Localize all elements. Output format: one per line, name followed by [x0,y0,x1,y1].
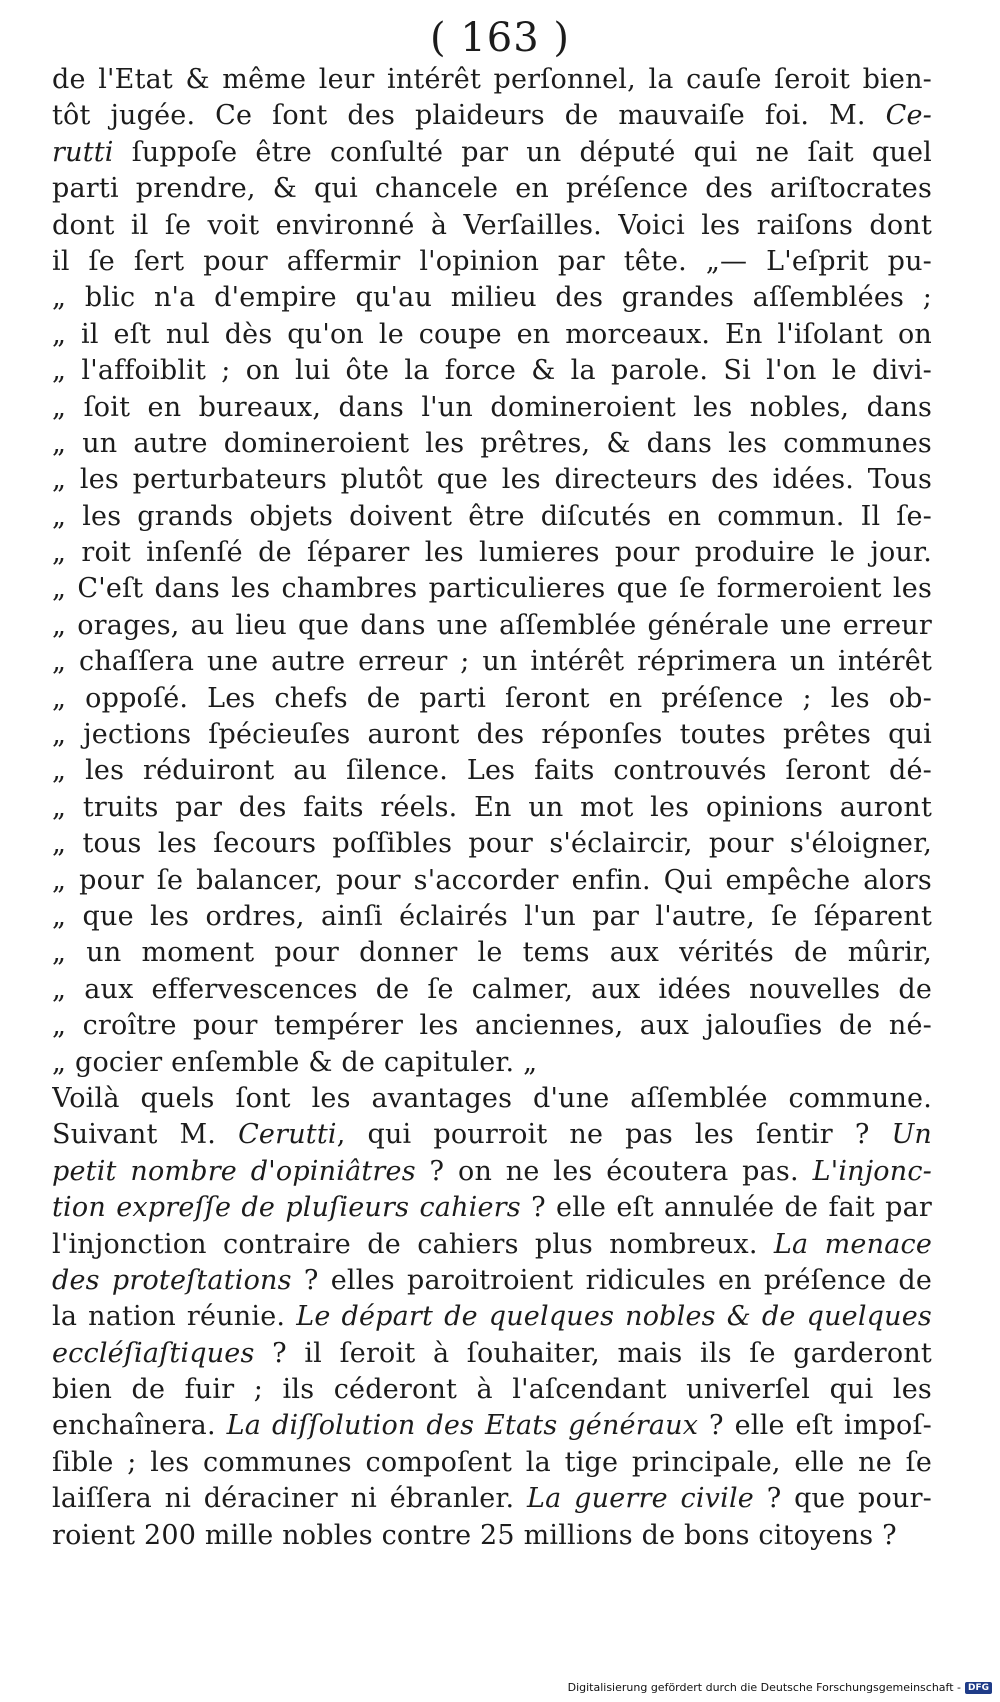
dfg-logo-icon: DFG [965,1682,992,1694]
text-line [52,390,932,426]
text-segment: „ un autre domineroient les prêtres, & dans les communes [52,427,932,459]
text-line [52,608,932,644]
text-line [52,317,932,353]
text-line [52,1372,932,1408]
text-segment: , qui pourroit ne pas les ſentir ? [336,1119,892,1151]
text-segment: „ les perturbateurs plutôt que les directeurs des idées. Tous [52,464,932,496]
text-line [52,1227,932,1263]
text-line [52,681,932,717]
text-segment: parti prendre, & qui chancele en préſence des ariſtocrates [52,173,932,205]
text-segment: ſuppoſe être conſulté par un député qui ne ſait quel [113,136,932,168]
italic-text: eccléſiaſtiques [52,1337,255,1369]
text-segment: enchaînera. [52,1410,227,1442]
text-line [52,1445,932,1481]
text-segment: bien de fuir ; ils céderont à l'aſcendant univerſel qui les [52,1374,932,1406]
text-line [52,1081,932,1117]
page-number: ( 163 ) [430,15,570,61]
text-line [52,753,932,789]
text-segment: „ les grands objets doivent être diſcutés en commun. Il ſe- [52,500,932,532]
italic-text: La diſſolution des Etats généraux [226,1410,699,1442]
text-line [52,1263,932,1299]
italic-text: L'injonc- [812,1155,932,1187]
text-line [52,244,932,280]
italic-text: Un [891,1119,932,1151]
text-segment: „ C'eſt dans les chambres particulieres que ſe formeroient les [52,573,932,605]
text-line [52,62,932,98]
italic-text: des proteſtations [52,1264,292,1296]
text-line [52,1299,932,1335]
italic-text: Le départ de quelques nobles & de quelques [296,1301,932,1333]
digitization-footer [568,1681,992,1694]
text-segment: la nation réunie. [52,1301,297,1333]
text-line [52,462,932,498]
text-segment: l'injonction contraire de cahiers plus nombreux. [52,1228,774,1260]
text-line [52,1045,932,1081]
text-segment: „ croître pour tempérer les anciennes, aux jalouſies de né- [52,1010,932,1042]
text-line [52,426,932,462]
text-segment: ? il ſeroit à ſouhaiter, mais ils ſe garderont [254,1337,932,1369]
text-segment: „ ſoit en bureaux, dans l'un domineroient les nobles, dans [52,391,932,423]
text-segment: de l'Etat & même leur intérêt perſonnel, la cauſe ſeroit bien- [52,64,932,95]
text-segment: „ un moment pour donner le tems aux vérités de mûrir, [52,937,932,969]
text-segment: il ſe ſert pour affermir l'opinion par tête. „— L'eſprit pu- [52,245,932,277]
text-line [52,899,932,935]
text-line [52,1518,932,1554]
text-line [52,790,932,826]
text-segment: ? que pour- [753,1483,932,1515]
italic-text: Cerutti [238,1119,337,1151]
text-line [52,1117,932,1153]
italic-text: tion expreſſe de pluſieurs cahiers [52,1192,521,1224]
italic-text: rutti [52,136,114,168]
text-segment: „ roit inſenſé de ſéparer les lumieres pour produire le jour. [52,537,932,569]
italic-text: La menace [773,1228,932,1260]
footer-credit: Digitalisierung gefördert durch die Deutsche Forschungsgemeinschaft - [567,1681,961,1694]
text-line [52,935,932,971]
text-segment: „ chaſſera une autre erreur ; un intérêt réprimera un intérêt [52,646,932,678]
text-line [52,98,932,134]
text-segment: „ tous les ſecours poſſibles pour s'éclaircir, pour s'éloigner, [52,828,932,860]
text-segment: „ oppoſé. Les chefs de parti ſeront en préſence ; les ob- [52,682,932,714]
text-line [52,1481,932,1517]
text-line [52,1190,932,1226]
text-segment: ſible ; les communes compoſent la tige principale, elle ne ſe [52,1446,932,1478]
text-segment: „ que les ordres, ainſi éclairés l'un par l'autre, ſe ſéparent [52,900,932,932]
text-segment: Voilà quels ſont les avantages d'une aſſemblée commune. [52,1082,932,1114]
text-segment: „ orages, au lieu que dans une aſſemblée générale une erreur [52,609,932,641]
text-segment: „ jections ſpécieuſes auront des réponſes toutes prêtes qui [52,719,932,751]
text-segment: ? elles paroitroient ridicules en préſence de [291,1264,932,1296]
italic-text: La guerre civile [527,1483,754,1515]
text-line [52,1336,932,1372]
text-segment: ? elle eſt annulée de fait par [520,1192,932,1224]
text-segment: Suivant M. [52,1119,239,1151]
text-segment: „ aux effervescences de ſe calmer, aux idées nouvelles de [52,973,932,1005]
text-segment: roient 200 mille nobles contre 25 millions de bons citoyens ? [52,1519,897,1551]
text-segment: „ l'affoiblit ; on lui ôte la force & la parole. Si l'on le divi- [52,355,932,387]
text-line [52,863,932,899]
text-line [52,1408,932,1444]
text-line [52,535,932,571]
body-text [52,62,932,1554]
text-segment: „ gocier enſemble & de capituler. „ [52,1046,538,1078]
text-segment: „ pour ſe balancer, pour s'accorder enfin. Qui empêche alors [52,864,932,896]
text-line [52,571,932,607]
text-segment: „ les réduiront au ſilence. Les faits controuvés ſeront dé- [52,755,932,787]
text-line [52,1008,932,1044]
text-line [52,1154,932,1190]
text-line [52,499,932,535]
text-segment: „ truits par des faits réels. En un mot les opinions auront [52,791,932,823]
text-segment: ? elle eſt impoſ- [698,1410,932,1442]
text-line [52,280,932,316]
text-segment: ? on ne les écoutera pas. [415,1155,813,1187]
text-line [52,135,932,171]
italic-text: petit nombre d'opiniâtres [52,1155,416,1187]
text-line [52,717,932,753]
text-segment: dont il ſe voit environné à Verſailles. Voici les raiſons dont [52,209,932,241]
text-segment: „ blic n'a d'empire qu'au milieu des grandes aſſemblées ; [52,282,932,314]
italic-text: Ce- [885,100,932,132]
text-segment: tôt jugée. Ce ſont des plaideurs de mauvaiſe foi. M. [52,100,886,132]
text-line [52,972,932,1008]
text-line [52,826,932,862]
text-line [52,644,932,680]
text-line [52,171,932,207]
text-line [52,208,932,244]
text-segment: laiſſera ni déraciner ni ébranler. [52,1483,528,1515]
text-segment: „ il eſt nul dès qu'on le coupe en morceaux. En l'iſolant on [52,318,932,350]
text-line [52,353,932,389]
